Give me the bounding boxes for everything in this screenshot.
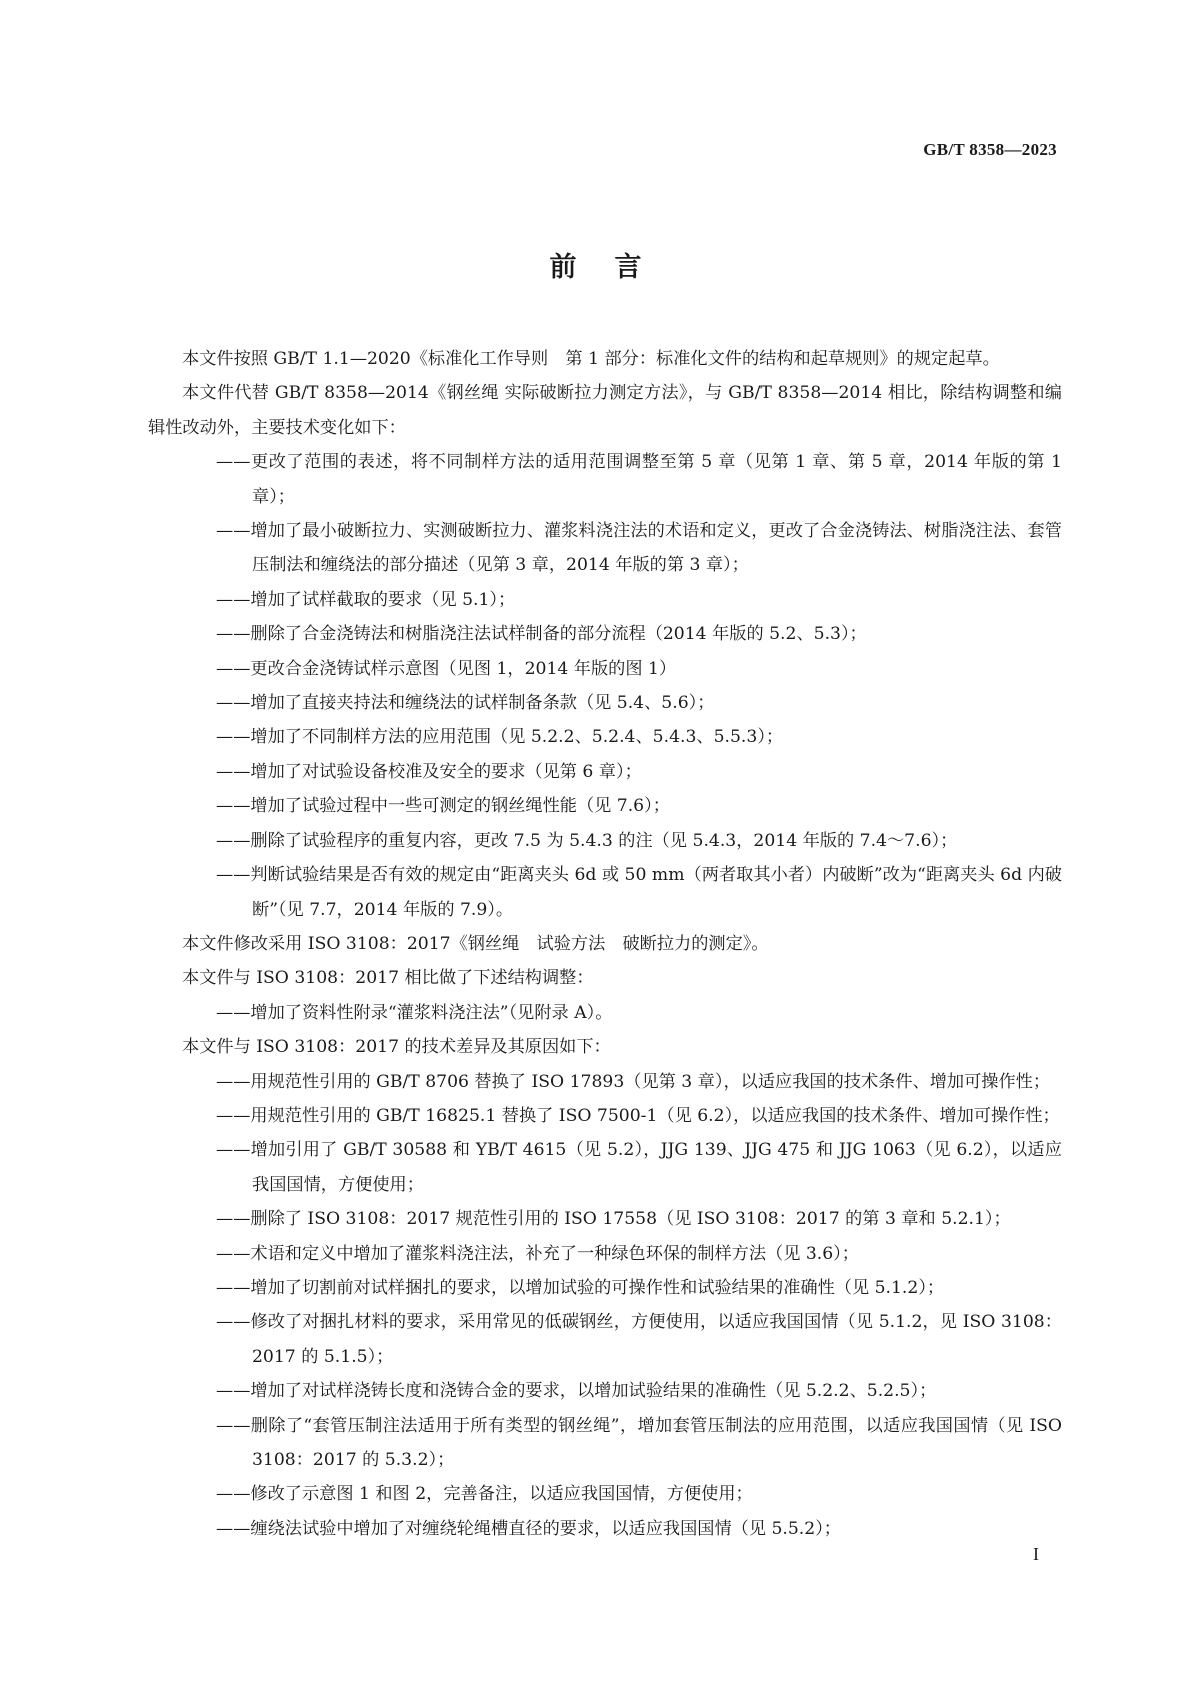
list-item: ——增加了资料性附录“灌浆料浇注法”（见附录 A）。 xyxy=(216,1002,613,1023)
paragraph: 本文件与 ISO 3108：2017 的技术差异及其原因如下： xyxy=(182,1037,611,1058)
list-item: ——术语和定义中增加了灌浆料浇注法，补充了一种绿色环保的制样方法（见 3.6）； xyxy=(216,1243,859,1264)
list-item: ——删除了“套管压制注法适用于所有类型的钢丝绳”，增加套管压制法的应用范围，以适应我国国情（见 ISO 3108：2017 的 5.3.2）； xyxy=(216,1415,1062,1470)
list-item: ——增加了直接夹持法和缠绕法的试样制备条款（见 5.4、5.6）； xyxy=(216,693,715,714)
list-item: ——更改了范围的表述，将不同制样方法的适用范围调整至第 5 章（见第 1 章、第 5 章，2014 年版的第 1 章）； xyxy=(216,452,1062,507)
list-item: ——删除了合金浇铸法和树脂浇注法试样制备的部分流程（2014 年版的 5.2、5.3）； xyxy=(216,624,867,645)
paragraph: 本文件修改采用 ISO 3108：2017《钢丝绳 试验方法 破断拉力的测定》。 xyxy=(182,933,769,954)
list-item: ——增加了对试验设备校准及安全的要求（见第 6 章）； xyxy=(216,761,642,782)
list-item: ——缠绕法试验中增加了对缠绕轮绳槽直径的要求，以适应我国国情（见 5.5.2）； xyxy=(216,1518,841,1539)
list-item: ——增加了试样截取的要求（见 5.1）； xyxy=(216,589,516,610)
list-item: ——更改合金浇铸试样示意图（见图 1，2014 年版的图 1） xyxy=(216,658,677,679)
list-item: ——增加引用了 GB/T 30588 和 YB/T 4615（见 5.2），JJG 139、JJG 475 和 JJG 1063（见 6.2），以适应我国国情，方便使用； xyxy=(216,1140,1062,1195)
list-item: ——用规范性引用的 GB/T 16825.1 替换了 ISO 7500-1（见 6.2），以适应我国的技术条件、增加可操作性； xyxy=(216,1105,1060,1126)
list-item: ——删除了试验程序的重复内容，更改 7.5 为 5.4.3 的注（见 5.4.3，2014 年版的 7.4～7.6）； xyxy=(216,830,958,851)
list-item: ——用规范性引用的 GB/T 8706 替换了 ISO 17893（见第 3 章），以适应我国的技术条件、增加可操作性； xyxy=(216,1071,1051,1092)
paragraph: 本文件按照 GB/T 1.1—2020《标准化工作导则 第 1 部分：标准化文件的结构和起草规则》的规定起草。 xyxy=(182,349,1000,369)
list-item: ——增加了对试样浇铸长度和浇铸合金的要求，以增加试验结果的准确性（见 5.2.2、5.2.5）； xyxy=(216,1381,937,1402)
list-item: ——增加了切割前对试样捆扎的要求，以增加试验的可操作性和试验结果的准确性（见 5.1.2）； xyxy=(216,1277,945,1298)
list-item: ——删除了 ISO 3108：2017 规范性引用的 ISO 17558（见 ISO 3108：2017 的第 3 章和 5.2.1）； xyxy=(216,1209,1011,1230)
list-item: ——增加了最小破断拉力、实测破断拉力、灌浆料浇注法的术语和定义，更改了合金浇铸法、树脂浇注法、套管压制法和缠绕法的部分描述（见第 3 章，2014 年版的第 3 章）； xyxy=(216,521,1062,576)
list-item: ——修改了示意图 1 和图 2，完善备注，以适应我国国情，方便使用； xyxy=(216,1484,753,1505)
list-item: ——增加了试验过程中一些可测定的钢丝绳性能（见 7.6）； xyxy=(216,796,670,817)
list-item: ——增加了不同制样方法的应用范围（见 5.2.2、5.2.4、5.4.3、5.5.3）； xyxy=(216,727,784,748)
page-title: 前言 xyxy=(549,252,680,283)
paragraph: 本文件与 ISO 3108：2017 相比做了下述结构调整： xyxy=(182,968,594,989)
page-number: I xyxy=(1033,1544,1039,1564)
list-item: ——判断试验结果是否有效的规定由“距离夹头 6d 或 50 mm（两者取其小者）内破断”改为“距离夹头 6d 内破断”（见 7.7，2014 年版的 7.9）。 xyxy=(216,865,1062,920)
list-item: ——修改了对捆扎材料的要求，采用常见的低碳钢丝，方便使用，以适应我国国情（见 5.1.2，见 ISO 3108：2017 的 5.1.5）； xyxy=(216,1312,1062,1367)
paragraph: 本文件代替 GB/T 8358—2014《钢丝绳 实际破断拉力测定方法》，与 GB/T 8358—2014 相比，除结构调整和编辑性改动外，主要技术变化如下： xyxy=(148,383,1062,438)
preface-content xyxy=(148,342,1062,1546)
standard-code: GB/T 8358—2023 xyxy=(923,140,1057,159)
